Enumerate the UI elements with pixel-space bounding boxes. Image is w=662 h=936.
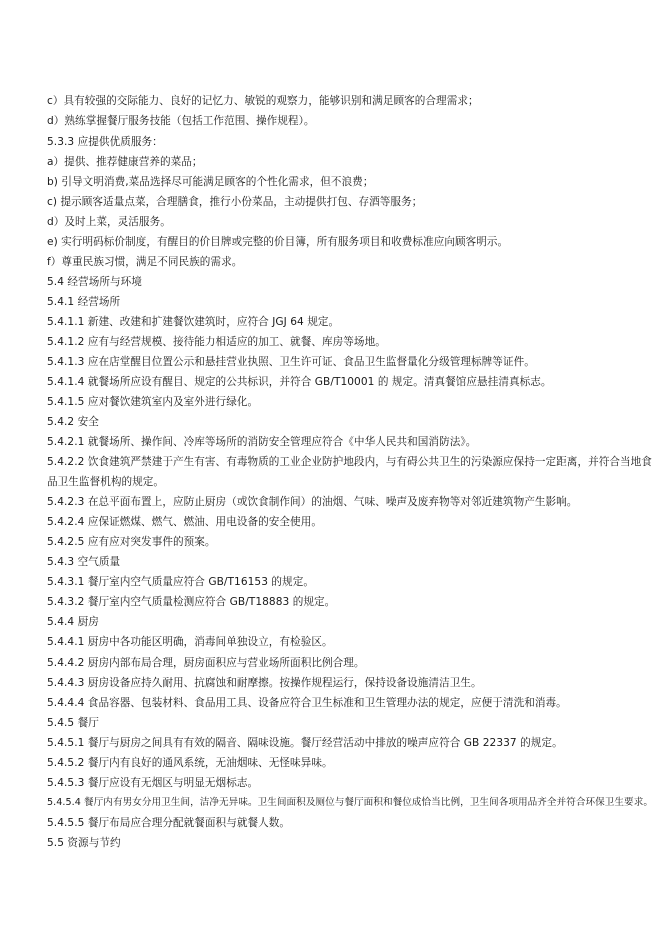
clause-5-4-2-1: 5.4.2.1 就餐场所、操作间、冷库等场所的消防安全管理应符合《中华人民共和国消防法》。 bbox=[47, 436, 477, 448]
clause-5-4-4-3: 5.4.4.3 厨房设备应持久耐用、抗腐蚀和耐摩擦。按操作规程运行，保持设备设施清洁卫生。 bbox=[47, 677, 482, 689]
text-line-c-communication: c）具有较强的交际能力、良好的记忆力、敏锐的观察力，能够识别和满足顾客的合理需求； bbox=[47, 95, 479, 107]
section-heading-5-4-1: 5.4.1 经营场所 bbox=[47, 296, 121, 308]
section-heading-5-4-4: 5.4.4 厨房 bbox=[47, 616, 99, 628]
clause-5-4-5-1: 5.4.5.1 餐厅与厨房之间具有有效的隔音、隔味设施。餐厅经营活动中排放的噪声应符合 GB 22337 的规定。 bbox=[47, 737, 563, 749]
text-line-a-healthy-dishes: a）提供、推荐健康营养的菜品； bbox=[47, 156, 203, 168]
clause-5-4-1-2: 5.4.1.2 应有与经营规模、接待能力相适应的加工、就餐、库房等场地。 bbox=[47, 336, 386, 348]
clause-5-4-2-5: 5.4.2.5 应有应对突发事件的预案。 bbox=[47, 536, 216, 548]
text-line-d-skills: d）熟练掌握餐厅服务技能（包括工作范围、操作规程）。 bbox=[47, 115, 315, 127]
clause-5-4-5-3: 5.4.5.3 餐厅应设有无烟区与明显无烟标志。 bbox=[47, 777, 259, 789]
clause-5-4-4-2: 5.4.4.2 厨房内部布局合理，厨房面积应与营业场所面积比例合理。 bbox=[47, 657, 365, 669]
text-line-b-civilized-consumption: b) 引导文明消费,菜品选择尽可能满足顾客的个性化需求，但不浪费； bbox=[47, 176, 374, 188]
clause-5-4-5-2: 5.4.5.2 餐厅内有良好的通风系统，无油烟味、无怪味异味。 bbox=[47, 757, 333, 769]
section-heading-5-4-5: 5.4.5 餐厅 bbox=[47, 717, 99, 729]
clause-5-4-1-3: 5.4.1.3 应在店堂醒目位置公示和悬挂营业执照、卫生许可证、食品卫生监督量化分级管理标牌等证件。 bbox=[47, 356, 535, 368]
section-heading-5-4-2: 5.4.2 安全 bbox=[47, 416, 99, 428]
clause-5-4-2-3: 5.4.2.3 在总平面布置上，应防止厨房（或饮食制作间）的油烟、气味、噪声及废弃物等对邻近建筑物产生影响。 bbox=[47, 496, 578, 508]
section-heading-5-4-3: 5.4.3 空气质量 bbox=[47, 556, 121, 568]
section-heading-5-5: 5.5 资源与节约 bbox=[47, 837, 121, 849]
clause-5-4-3-1: 5.4.3.1 餐厅室内空气质量应符合 GB/T16153 的规定。 bbox=[47, 576, 314, 588]
clause-5-4-5-4: 5.4.5.4 餐厅内有男女分用卫生间，洁净无异味。卫生间面积及厕位与餐厅面积和餐位成恰当比例，卫生间各项用品齐全并符合环保卫生要求。 bbox=[47, 797, 653, 808]
clause-5-4-2-4: 5.4.2.4 应保证燃煤、燃气、燃油、用电设备的安全使用。 bbox=[47, 516, 322, 528]
clause-5-4-1-1: 5.4.1.1 新建、改建和扩建餐饮建筑时，应符合 JGJ 64 规定。 bbox=[47, 316, 340, 328]
clause-5-4-1-4: 5.4.1.4 就餐场所应设有醒目、规定的公共标识，并符合 GB/T10001 的 规定。清真餐馆应悬挂清真标志。 bbox=[47, 376, 552, 388]
clause-5-4-2-2: 5.4.2.2 饮食建筑严禁建于产生有害、有毒物质的工业企业防护地段内，与有碍公共卫生的污染源应保持一定距离，并符合当地食品卫生监督机构的规定。 bbox=[47, 456, 652, 488]
text-line-c-moderate-ordering: c) 提示顾客适量点菜，合理膳食，推行小份菜品，主动提供打包、存酒等服务； bbox=[47, 196, 423, 208]
clause-5-4-5-5: 5.4.5.5 餐厅布局应合理分配就餐面积与就餐人数。 bbox=[47, 817, 291, 829]
text-line-f-ethnic-customs: f）尊重民族习惯，满足不同民族的需求。 bbox=[47, 256, 243, 268]
text-line-e-price-marking: e) 实行明码标价制度，有醒目的价目牌或完整的价目簿，所有服务项目和收费标准应向顾客明示。 bbox=[47, 236, 509, 248]
section-heading-5-3-3: 5.3.3 应提供优质服务： bbox=[47, 136, 163, 148]
section-heading-5-4: 5.4 经营场所与环境 bbox=[47, 276, 142, 288]
clause-5-4-4-1: 5.4.4.1 厨房中各功能区明确，消毒间单独设立，有检验区。 bbox=[47, 636, 333, 648]
clause-5-4-4-4: 5.4.4.4 食品容器、包装材料、食品用工具、设备应符合卫生标准和卫生管理办法的规定，应便于清洗和消毒。 bbox=[47, 697, 567, 709]
clause-5-4-3-2: 5.4.3.2 餐厅室内空气质量检测应符合 GB/T18883 的规定。 bbox=[47, 596, 336, 608]
text-line-d-timely-service: d）及时上菜，灵活服务。 bbox=[47, 216, 171, 228]
clause-5-4-1-5: 5.4.1.5 应对餐饮建筑室内及室外进行绿化。 bbox=[47, 396, 259, 408]
